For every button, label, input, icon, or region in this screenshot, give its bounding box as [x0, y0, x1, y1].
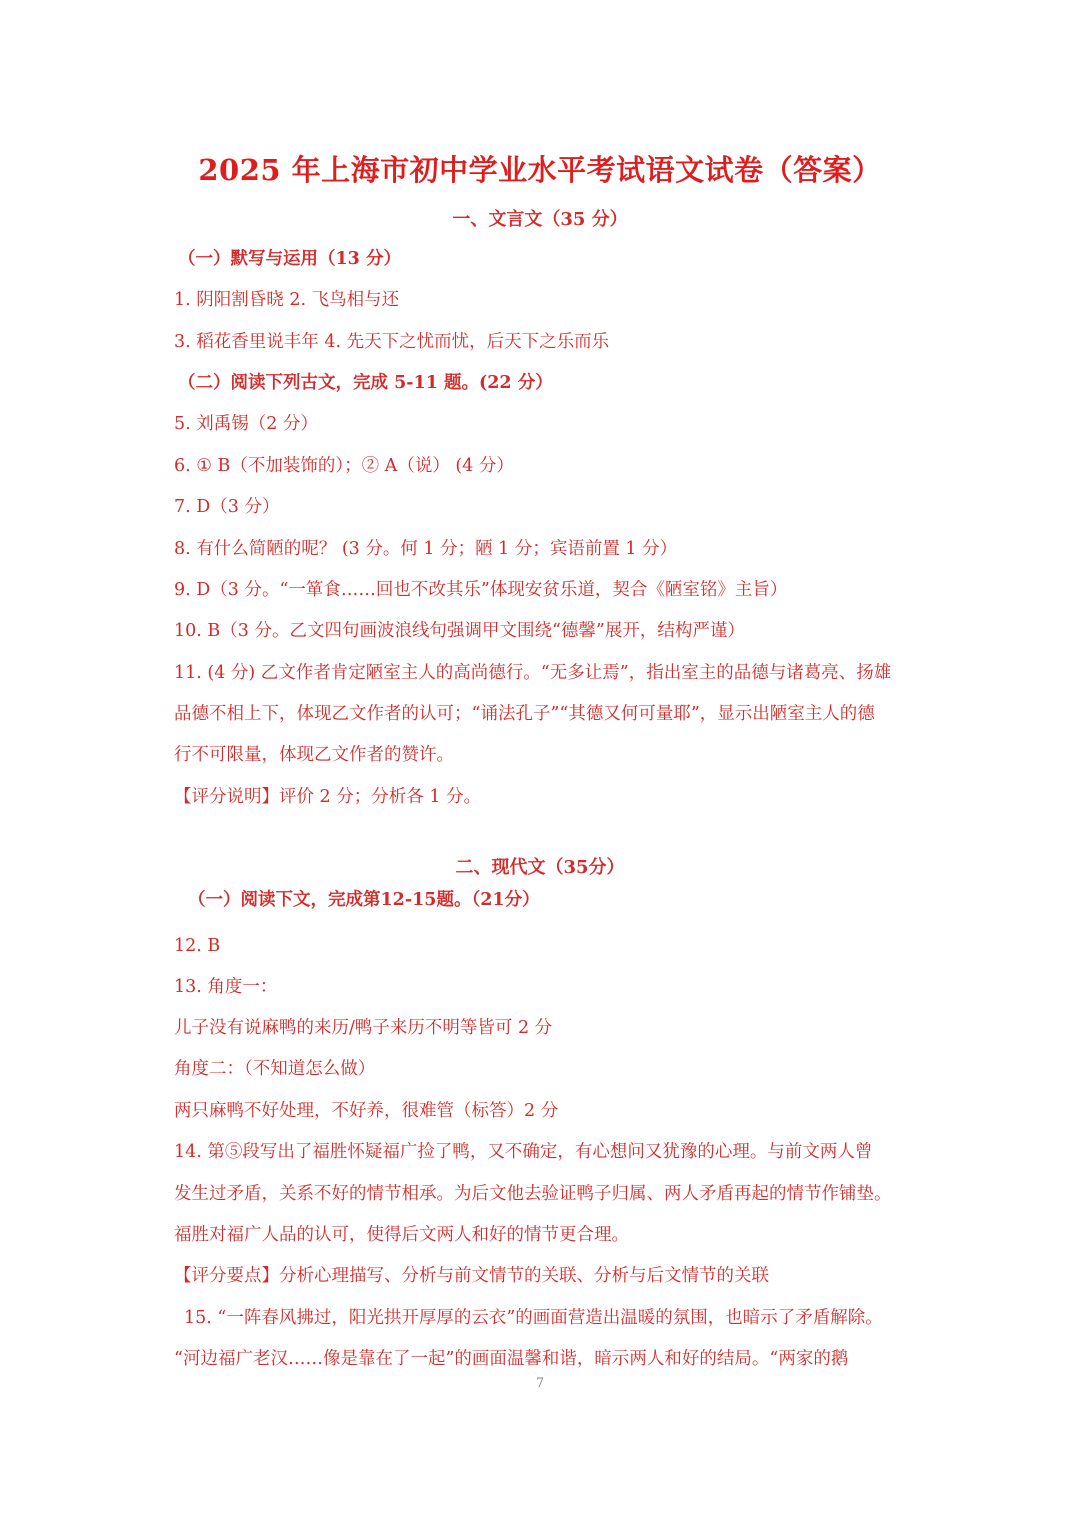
answer-11-line3: 行不可限量，体现乙文作者的赞许。 — [174, 745, 454, 765]
answer-14-line1: 14. 第⑤段写出了福胜怀疑福广捡了鸭，又不确定，有心想问又犹豫的心理。与前文两人曾 — [174, 1142, 873, 1162]
answer-13-line4: 两只麻鸭不好处理，不好养，很难管（标答）2 分 — [174, 1101, 559, 1121]
page-number: 7 — [535, 1376, 545, 1391]
answer-14-line2: 发生过矛盾，关系不好的情节相承。为后文他去验证鸭子归属、两人矛盾再起的情节作铺垫。 — [174, 1184, 892, 1204]
scoring-note-14: 【评分要点】分析心理描写、分析与前文情节的关联、分析与后文情节的关联 — [174, 1266, 769, 1286]
answer-15-line1: 15. “一阵春风拂过，阳光拱开厚厚的云衣”的画面营造出温暖的氛围，也暗示了矛盾解除。 — [184, 1308, 883, 1328]
answer-11-line2: 品德不相上下，体现乙文作者的认可；“诵法孔子”“其德又何可量耶”，显示出陋室主人的德 — [174, 704, 875, 724]
section2-heading: 二、现代文（35分） — [455, 857, 625, 878]
answer-14-line3: 福胜对福广人品的认可，使得后文两人和好的情节更合理。 — [174, 1225, 629, 1245]
answer-11-line1: 11. (4 分) 乙文作者肯定陋室主人的高尚德行。“无多让焉”，指出室主的品德与诸葛亮、扬雄 — [174, 663, 892, 683]
section1-heading: 一、文言文（35 分） — [452, 209, 628, 230]
answer-1-2: 1. 阴阳割昏晓 2. 飞鸟相与还 — [174, 290, 400, 310]
section1-part1-heading: （一）默写与运用（13 分） — [178, 249, 401, 269]
answer-7: 7. D（3 分） — [174, 497, 280, 517]
answer-3-4: 3. 稻花香里说丰年 4. 先天下之忧而忧，后天下之乐而乐 — [174, 332, 610, 352]
answer-9: 9. D（3 分。“一箪食……回也不改其乐”体现安贫乐道，契合《陋室铭》主旨） — [174, 580, 788, 600]
section2-part1-heading: （一）阅读下文，完成第12-15题。（21分） — [188, 890, 540, 910]
answer-13-line2: 儿子没有说麻鸭的来历/鸭子来历不明等皆可 2 分 — [174, 1018, 553, 1038]
answer-15-line2: “河边福广老汉……像是靠在了一起”的画面温馨和谐，暗示两人和好的结局。“两家的鹅 — [174, 1349, 849, 1369]
answer-6: 6. ① B（不加装饰的）；② A（说） (4 分） — [174, 456, 514, 476]
page-title: 2025 年上海市初中学业水平考试语文试卷（答案） — [198, 153, 882, 187]
answer-8: 8. 有什么简陋的呢？ (3 分。何 1 分；陋 1 分；宾语前置 1 分） — [174, 539, 678, 559]
answer-12: 12. B — [174, 936, 221, 956]
answer-13-line1: 13. 角度一： — [174, 977, 278, 997]
section1-part2-heading: （二）阅读下列古文，完成 5-11 题。(22 分） — [178, 373, 553, 393]
answer-5: 5. 刘禹锡（2 分） — [174, 414, 318, 434]
answer-10: 10. B（3 分。乙文四句画波浪线句强调甲文围绕“德馨”展开，结构严谨） — [174, 621, 745, 641]
scoring-note-11: 【评分说明】评价 2 分；分析各 1 分。 — [174, 787, 482, 807]
answer-13-line3: 角度二：（不知道怎么做） — [174, 1059, 376, 1079]
